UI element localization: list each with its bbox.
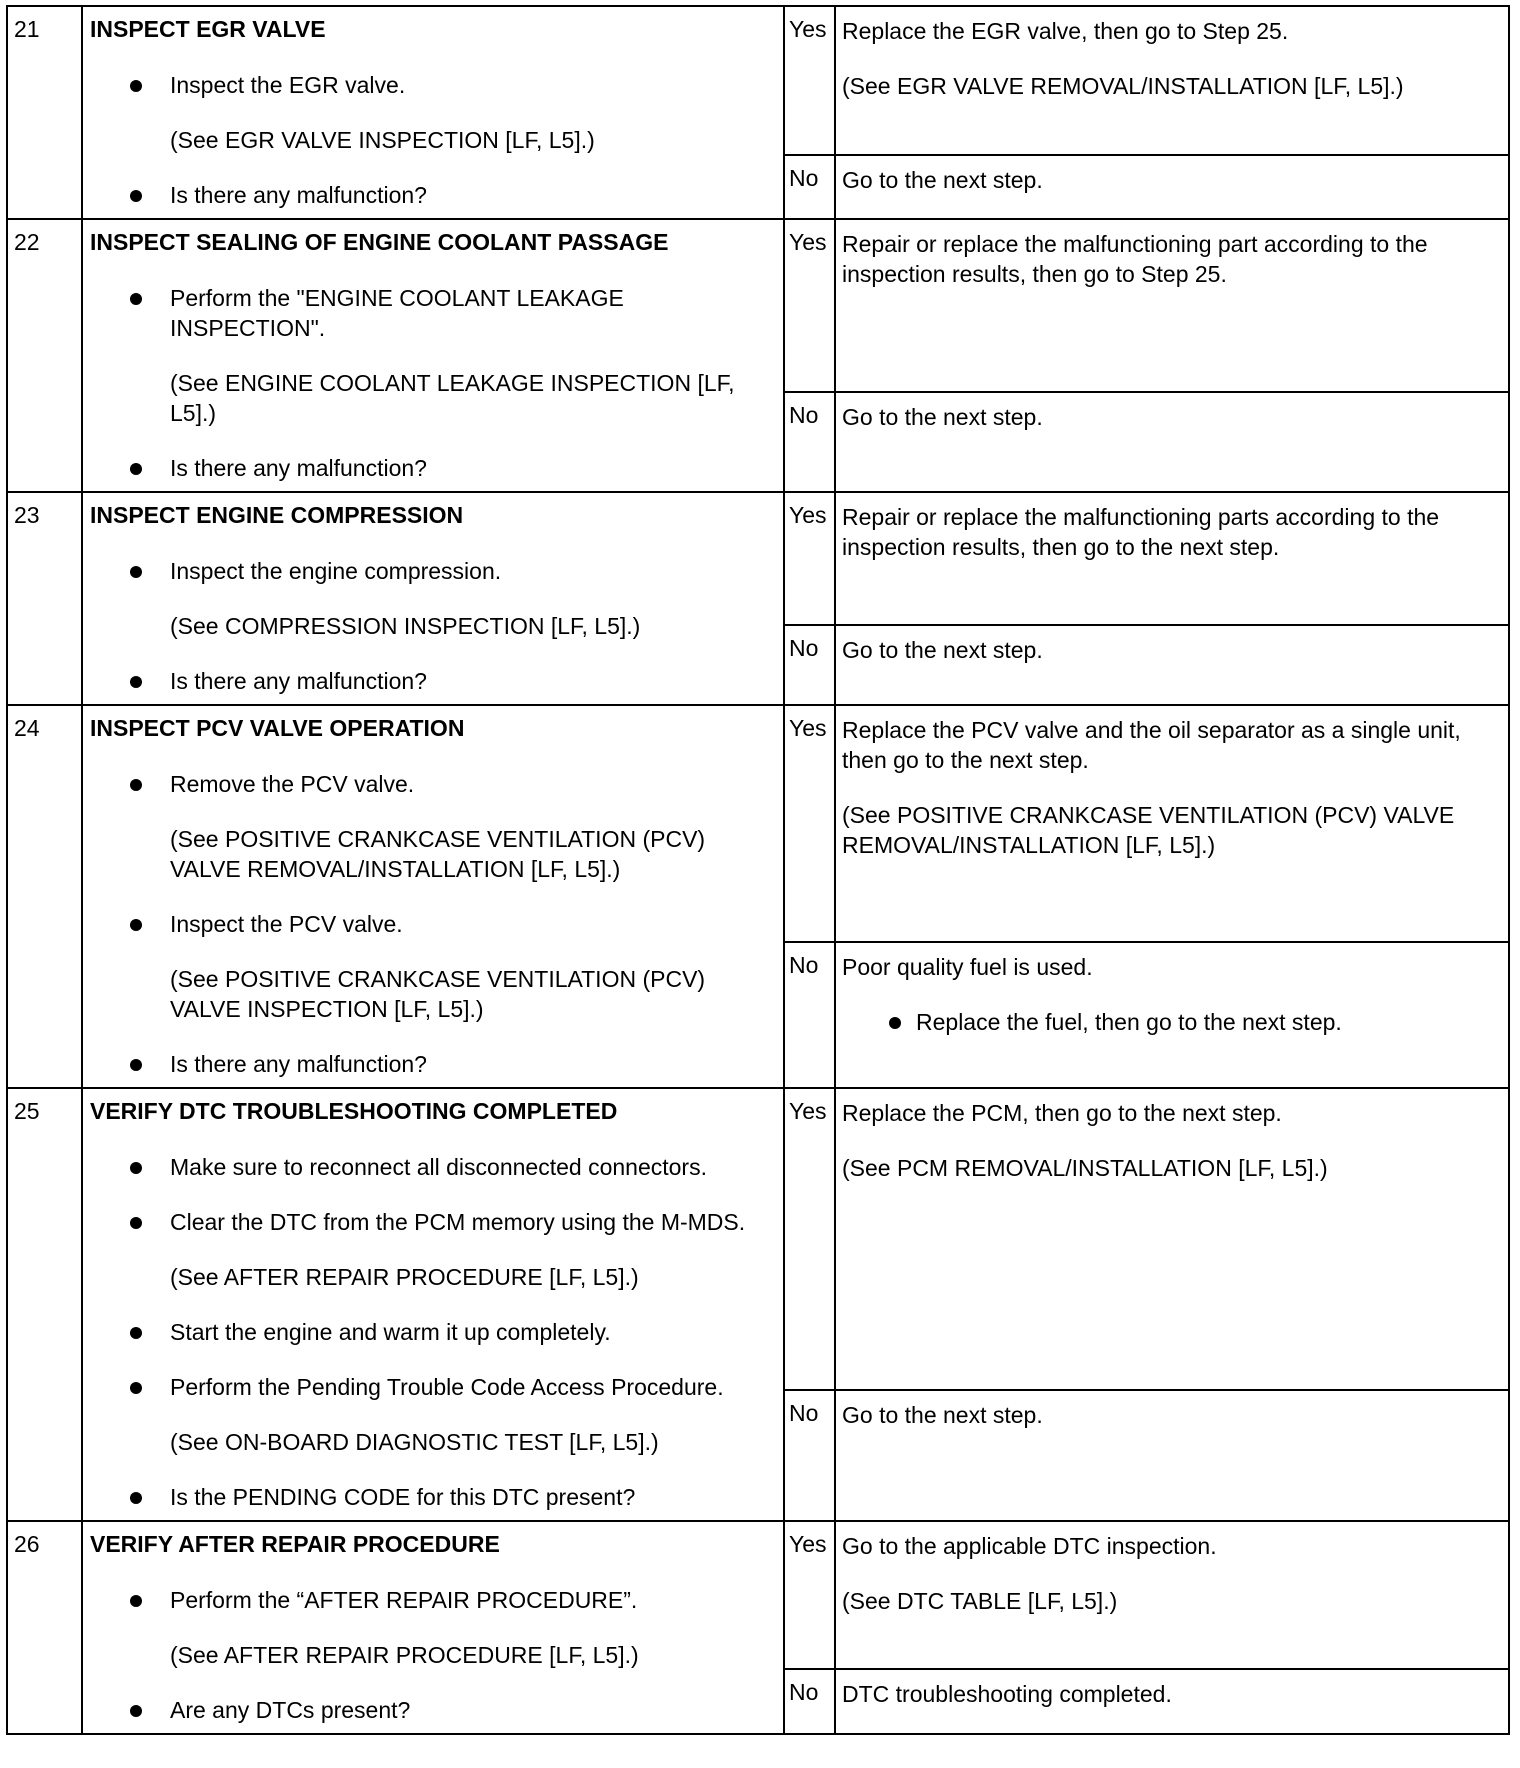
step-number: 24 [7,705,82,1088]
step-action [82,6,784,219]
result-text: Go to the next step. [842,167,1043,194]
no-label: No [784,1390,835,1521]
step-action [82,705,784,1088]
step-action [82,1088,784,1521]
step-row [7,6,1509,155]
step-row [7,1088,1509,1390]
action-bullet [90,1695,775,1725]
yes-label: Yes [784,1521,835,1669]
result-text: (See PCM REMOVAL/INSTALLATION [LF, L5].) [842,1155,1328,1181]
step-action [82,1521,784,1734]
action-bullet [90,666,775,696]
step-title: VERIFY DTC TROUBLESHOOTING COMPLETED [90,1098,618,1124]
action-text: Perform the "ENGINE COOLANT LEAKAGE INSPECTION". [170,285,624,341]
action-text: Is there any malfunction? [170,182,427,208]
action-bullet [90,1585,775,1615]
action-bullet [90,1049,775,1079]
step-title: INSPECT SEALING OF ENGINE COOLANT PASSAGE [90,229,669,255]
bullet-icon [130,80,142,92]
no-label: No [784,1669,835,1734]
action-bullet [90,1317,775,1347]
no-result [835,392,1509,492]
result-text: DTC troubleshooting completed. [842,1680,1172,1707]
action-bullet [90,769,775,799]
step-number: 23 [7,492,82,705]
bullet-icon [130,919,142,931]
bullet-icon [130,1327,142,1339]
action-reference: (See COMPRESSION INSPECTION [LF, L5].) [170,613,641,639]
step-row [7,705,1509,942]
result-text: Go to the applicable DTC inspection. [842,1533,1217,1559]
action-reference: (See ON-BOARD DIAGNOSTIC TEST [LF, L5].) [170,1429,659,1455]
bullet-icon [130,566,142,578]
result-text: Go to the next step. [842,403,1043,430]
bullet-icon [130,1217,142,1229]
result-text: (See POSITIVE CRANKCASE VENTILATION (PCV) VALVE REMOVAL/INSTALLATION [LF, L5].) [842,802,1455,858]
step-action [82,219,784,492]
no-label: No [784,942,835,1088]
action-text: Is the PENDING CODE for this DTC present? [170,1484,636,1510]
action-text: Clear the DTC from the PCM memory using the M-MDS. [170,1209,746,1235]
result-text: Poor quality fuel is used. [842,953,1093,980]
step-number: 22 [7,219,82,492]
result-text: Go to the next step. [842,1402,1043,1428]
action-reference: (See ENGINE COOLANT LEAKAGE INSPECTION [LF, L5].) [170,370,735,426]
bullet-icon [130,463,142,475]
bullet-icon [130,1595,142,1607]
step-action [82,492,784,705]
no-result [835,1669,1509,1734]
yes-label: Yes [784,219,835,392]
step-row [7,219,1509,392]
result-bullet-text: Replace the fuel, then go to the next step. [916,1008,1342,1035]
action-text: Are any DTCs present? [170,1697,411,1723]
action-text: Inspect the engine compression. [170,558,502,584]
action-reference: (See EGR VALVE INSPECTION [LF, L5].) [170,127,595,153]
result-text: Replace the PCM, then go to the next step. [842,1100,1282,1126]
diagnostic-procedure-table [6,5,1510,1735]
action-text: Is there any malfunction? [170,1051,427,1077]
step-row [7,492,1509,625]
action-reference: (See POSITIVE CRANKCASE VENTILATION (PCV) VALVE REMOVAL/INSTALLATION [LF, L5].) [170,826,706,882]
yes-result [835,219,1509,392]
no-label: No [784,625,835,705]
yes-result [835,6,1509,155]
action-bullet [90,1152,775,1182]
bullet-icon [130,1705,142,1717]
bullet-icon [889,1017,901,1029]
action-bullet [90,180,775,210]
action-bullet [90,1372,775,1402]
action-reference: (See AFTER REPAIR PROCEDURE [LF, L5].) [170,1642,639,1668]
result-text: Repair or replace the malfunctioning part according to the inspection results, then go to Step 25. [842,231,1428,287]
bullet-icon [130,190,142,202]
action-text: Make sure to reconnect all disconnected connectors. [170,1154,707,1180]
action-bullet [90,70,775,100]
action-reference: (See POSITIVE CRANKCASE VENTILATION (PCV) VALVE INSPECTION [LF, L5].) [170,966,706,1022]
bullet-icon [130,293,142,305]
bullet-icon [130,779,142,791]
yes-result [835,1521,1509,1669]
action-text: Start the engine and warm it up completely. [170,1319,611,1345]
bullet-icon [130,1059,142,1071]
step-title: VERIFY AFTER REPAIR PROCEDURE [90,1531,500,1557]
yes-label: Yes [784,705,835,942]
action-bullet [90,909,775,939]
no-result [835,625,1509,705]
action-bullet [90,283,775,343]
result-text: (See DTC TABLE [LF, L5].) [842,1588,1118,1614]
step-title: INSPECT ENGINE COMPRESSION [90,502,464,528]
step-number: 25 [7,1088,82,1521]
action-text: Is there any malfunction? [170,455,427,481]
action-text: Inspect the PCV valve. [170,911,403,937]
action-text: Perform the Pending Trouble Code Access Procedure. [170,1374,724,1400]
no-result [835,942,1509,1088]
action-text: Is there any malfunction? [170,668,427,694]
step-number: 21 [7,6,82,219]
bullet-icon [130,676,142,688]
step-row [7,1521,1509,1669]
bullet-icon [130,1382,142,1394]
yes-result [835,492,1509,625]
result-text: Replace the EGR valve, then go to Step 25. [842,18,1289,44]
result-text: (See EGR VALVE REMOVAL/INSTALLATION [LF, L5].) [842,73,1404,99]
action-text: Perform the “AFTER REPAIR PROCEDURE”. [170,1587,638,1613]
action-text: Remove the PCV valve. [170,771,415,797]
yes-result [835,1088,1509,1390]
step-title: INSPECT EGR VALVE [90,16,326,42]
yes-label: Yes [784,492,835,625]
action-bullet [90,1207,775,1237]
no-result [835,155,1509,219]
result-text: Go to the next step. [842,636,1043,663]
step-title: INSPECT PCV VALVE OPERATION [90,715,465,741]
action-text: Inspect the EGR valve. [170,72,406,98]
result-text: Repair or replace the malfunctioning parts according to the inspection results, then go to the next step. [842,504,1440,560]
step-number: 26 [7,1521,82,1734]
action-reference: (See AFTER REPAIR PROCEDURE [LF, L5].) [170,1264,639,1290]
bullet-icon [130,1492,142,1504]
yes-result [835,705,1509,942]
action-bullet [90,453,775,483]
action-bullet [90,1482,775,1512]
no-result [835,1390,1509,1521]
result-text: Replace the PCV valve and the oil separator as a single unit, then go to the next step. [842,717,1461,773]
yes-label: Yes [784,6,835,155]
action-bullet [90,556,775,586]
yes-label: Yes [784,1088,835,1390]
no-label: No [784,155,835,219]
result-bullet [842,1007,1502,1037]
bullet-icon [130,1162,142,1174]
no-label: No [784,392,835,492]
